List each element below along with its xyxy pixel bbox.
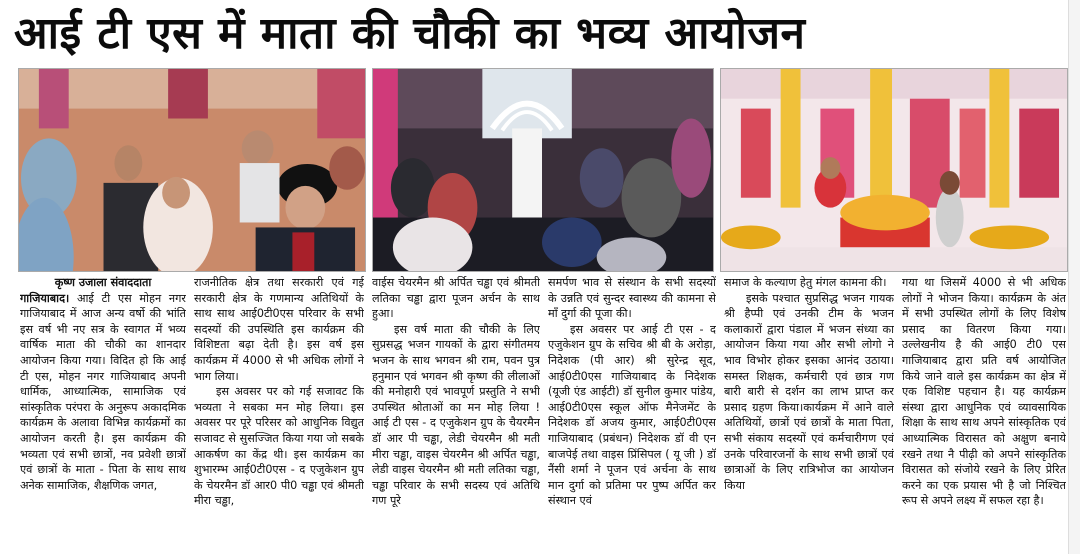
article-paragraph: इस अवसर पर आई टी एस - द एजुकेशन ग्रुप के सचिव श्री बी के अरोड़ा, निदेशक (पी आर) श्री सुरेन्द्र सूद, आई0टी0एस गाजियाबाद के निदेशक (यूजी एंड आईटी) डॉ सुनील कुमार पांडेय, आई0टी0एस स्कूल ऑफ मैनेजमेंट के निदेशक डॉ अजय कुमार, आई0टी0एस गाजियाबाद (प्रबंधन) निदेशक डॉ वी एन बाजपेई तथा वाइस प्रिंसिपल ( यू जी ) डॉ नैंसी शर्मा ने पूजन एवं अर्चना के साथ मान दुर्गा को प्रतिमा पर पुष्प अर्पित कर संस्थान एवं (548, 322, 716, 508)
article-paragraph: समाज के कल्याण हेतु मंगल कामना की। (724, 276, 887, 289)
article-paragraph: राजनीतिक क्षेत्र तथा सरकारी एवं गई सरकारी क्षेत्र के गणमान्य अतिथियों के साथ साथ आई0टी0एस परिवार के सभी सदस्यों की उपस्थिति इस कार्यक्रम की विशिष्टता बढ़ा देती है। इस वर्ष इस कार्यक्रम में 4000 से भी अधिक लोगों ने भाग लिया। (194, 276, 364, 383)
article-column-1 (20, 275, 186, 553)
adjacent-column-edge (1068, 0, 1080, 554)
dignitaries-photo (18, 68, 366, 272)
devotees-crowd-photo (372, 68, 714, 272)
dateline: गाजियाबाद। (20, 291, 70, 305)
article-paragraph: इस अवसर पर को गई सजावट कि भव्यता ने सबका मन मोह लिया। इस अवसर पर पूरे परिसर को आधुनिक विद्युत सजावट से सुसज्जित किया गया जो सबके आकर्षण का केंद्र थी। इस कार्यक्रम का शुभारम्भ आई0टी0एस - द एजुकेशन ग्रुप के चेयरमैन डॉ आर0 पी0 चड्ढा एवं श्रीमती मीरा चड्ढा, (194, 385, 364, 508)
article-paragraph: इस वर्ष माता की चौकी के लिए सुप्रसद्ध भजन गायकों के द्वारा संगीतमय भजन के साथ भगवन श्री राम, पवन पुत्र हनुमान एवं भगवन श्री कृष्ण की लीलाओं की मनोहारी एवं भावपूर्ण प्रस्तुति ने सभी उपस्थित श्रोताओं का मन मोह लिया ! आई टी एस - द एजुकेशन ग्रुप के चैयरमैन डॉ आर पी चड्ढा, लेडी चेयरमैन श्री मती मीरा चड्ढा, वाइस चेयरमैन श्री अर्पित चड्ढा, लेडी वाइस चेयरमैन श्री मती लतिका चड्ढा, चड्ढा परिवार के सभी सदस्य एवं अतिथि गण पूरे (372, 322, 540, 508)
article-text: आई टी एस मोहन नगर गाजियाबाद में आज अन्य वर्षो की भांति इस वर्ष भी नए सत्र के स्वागत में भव्य वार्षिक माता की चौकी का शानदार आयोजन किया गया। विदित हो कि आई टी एस, मोहन नगर गाजियाबाद अपनी धार्मिक, आध्यात्मिक, सामाजिक एवं सांस्कृतिक परंपरा के अनुरूप अकादमिक कार्यक्रम के अलावा विभिन्न कार्यक्रमों का आयोजन करती है। इस कार्यक्रम की भव्यता एवं सभी छात्रों, नव प्रवेशी छात्रों एवं छात्रों के माता - पिता के साथ साथ अनेक सामाजिक, शैक्षणिक जगत, (20, 291, 186, 492)
byline: कृष्ण उजाला संवाददाता (54, 276, 152, 289)
bhajan-stage-photo (720, 68, 1068, 272)
article-column-6 (902, 275, 1066, 553)
headline: आई टी एस में माता की चौकी का भव्य आयोजन (14, 8, 806, 59)
article-column-4 (548, 275, 716, 553)
article-paragraph: समर्पण भाव से संस्थान के सभी सदस्यों के उन्नति एवं सुन्दर स्वास्थ्य की कामना से माँ दुर्गा की पूजा की। (548, 276, 716, 321)
article-column-2 (194, 275, 364, 553)
article-column-5 (724, 275, 894, 553)
article-paragraph: इसके पश्चात सुप्रसिद्ध भजन गायक श्री हैप्पी एवं उनकी टीम के भजन कलाकारों द्वारा पंडाल में भजन संध्या का आयोजन किया गया और सभी लोगो ने भाव विभोर होकर इसका आनंद उठाया।समस्त शिक्षक, कर्मचारी एवं छात्र गण बारी बारी से दर्शन का लाभ प्राप्त कर प्रसाद ग्रहण किया।कार्यक्रम में आने वाले अतिथियों, छात्रों एवं छात्रों के माता पिता, सभी संकाय सदस्यों एवं कर्मचारीगण एवं उनके परिवारजनों के साथ सभी छात्रों एवं छात्राओं के लिए रात्रिभोज का आयोजन किया (724, 291, 894, 492)
article-paragraph: गया था जिसमें 4000 से भी अधिक लोगों ने भोजन किया। कार्यक्रम के अंत में सभी उपस्थित लोगों के लिए विशेष प्रसाद का वितरण किया गया। उल्लेखनीय है की आई0 टी0 एस गाजियाबाद द्वारा प्रति वर्ष आयोजित किये जाने वाले इस कार्यक्रम का क्षेत्र में एक विशिष्ट पहचान है। यह कार्यक्रम संस्था द्वारा आधुनिक एवं व्यावसायिक शिक्षा के साथ साथ अपने सांस्कृतिक एवं आध्यात्मिक विरासत को अक्षुण बनाये रखने तथा नै पीढ़ी को अपने सांस्कृतिक विरासत को संजोये रखने के लिए प्रेरित करने का एक प्रयास भी है जो निश्चित रूप से अपने लक्ष्य में सफल रहा है। (902, 276, 1066, 508)
article-paragraph: वाईस चेयरमैन श्री अर्पित चड्ढा एवं श्रीमती लतिका चड्ढा द्वारा पूजन अर्चन के साथ हुआ। (372, 276, 540, 321)
article-column-3 (372, 275, 540, 553)
